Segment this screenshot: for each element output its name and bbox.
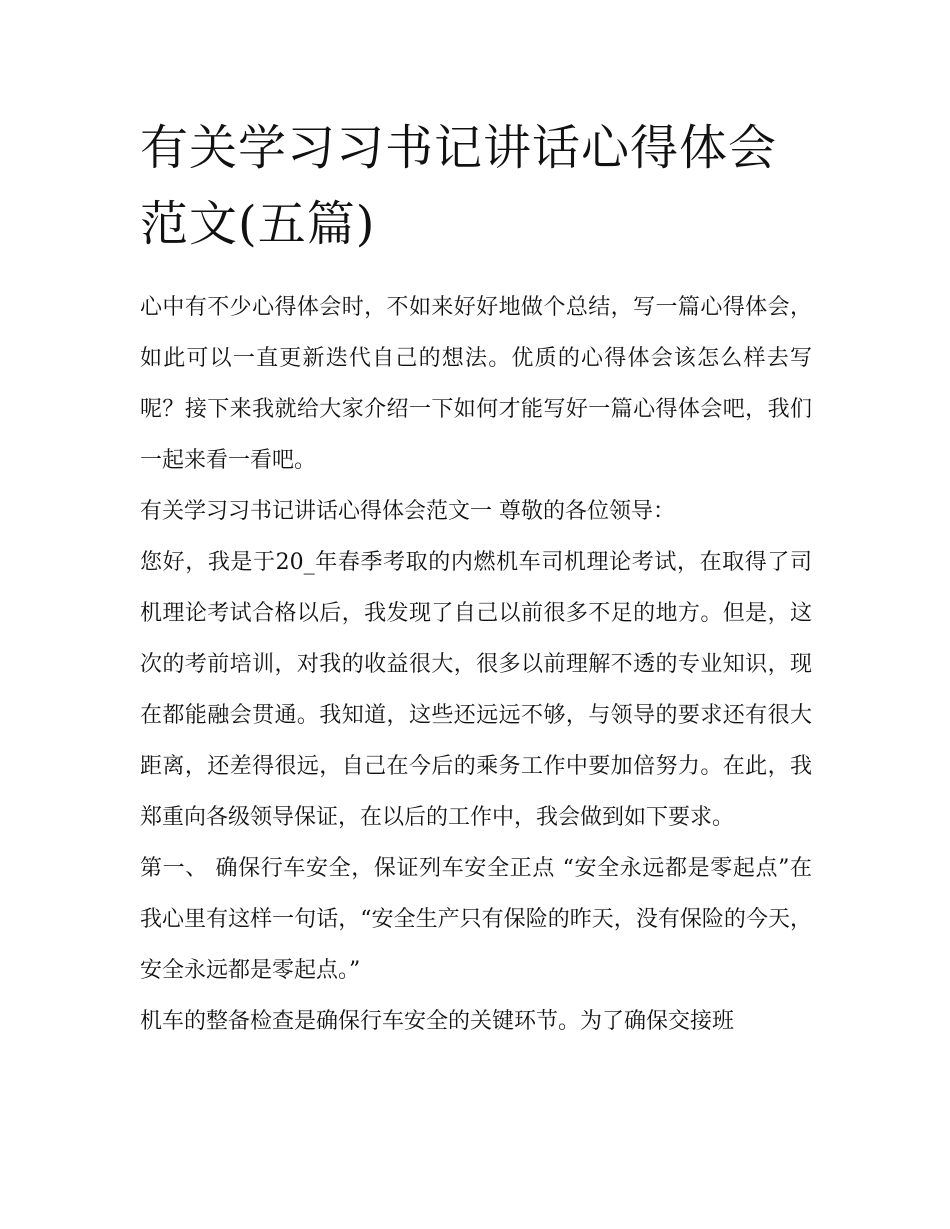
- paragraph-heading-essay-one: 有关学习习书记讲话心得体会范文一 尊敬的各位领导：: [140, 499, 675, 524]
- document-title: 有关学习习书记讲话心得体会范文(五篇): [140, 120, 778, 252]
- document-page: [140, 110, 812, 1047]
- paragraph-greeting-body: 您好，我是于20_年春季考取的内燃机车司机理论考试，在取得了司机理论考试合格以后，我发现了自己以前很多不足的地方。但是，这次的考前培训，对我的收益很大，很多以前理解不透的专业知识，现在都能融会贯通。我知道，这些还远远不够，与领导的要求还有很大距离，还差得很远，自己在今后的乘务工作中要加倍努力。在此，我郑重向各级领导保证，在以后的工作中，我会做到如下要求。: [140, 550, 812, 830]
- document-body: [140, 282, 812, 1047]
- paragraph-locomotive-check: 机车的整备检查是确保行车安全的关键环节。为了确保交接班: [140, 1009, 735, 1034]
- paragraph-intro: 心中有不少心得体会时，不如来好好地做个总结，写一篇心得体会，如此可以一直更新迭代自己的想法。优质的心得体会该怎么样去写呢？接下来我就给大家介绍一下如何才能写好一篇心得体会吧，我们一起来看一看吧。: [140, 295, 812, 473]
- paragraph-point-one: 第一、 确保行车安全，保证列车安全正点 “安全永远都是零起点”在我心里有这样一句话，“安全生产只有保险的昨天，没有保险的今天，安全永远都是零起点。”: [140, 856, 812, 983]
